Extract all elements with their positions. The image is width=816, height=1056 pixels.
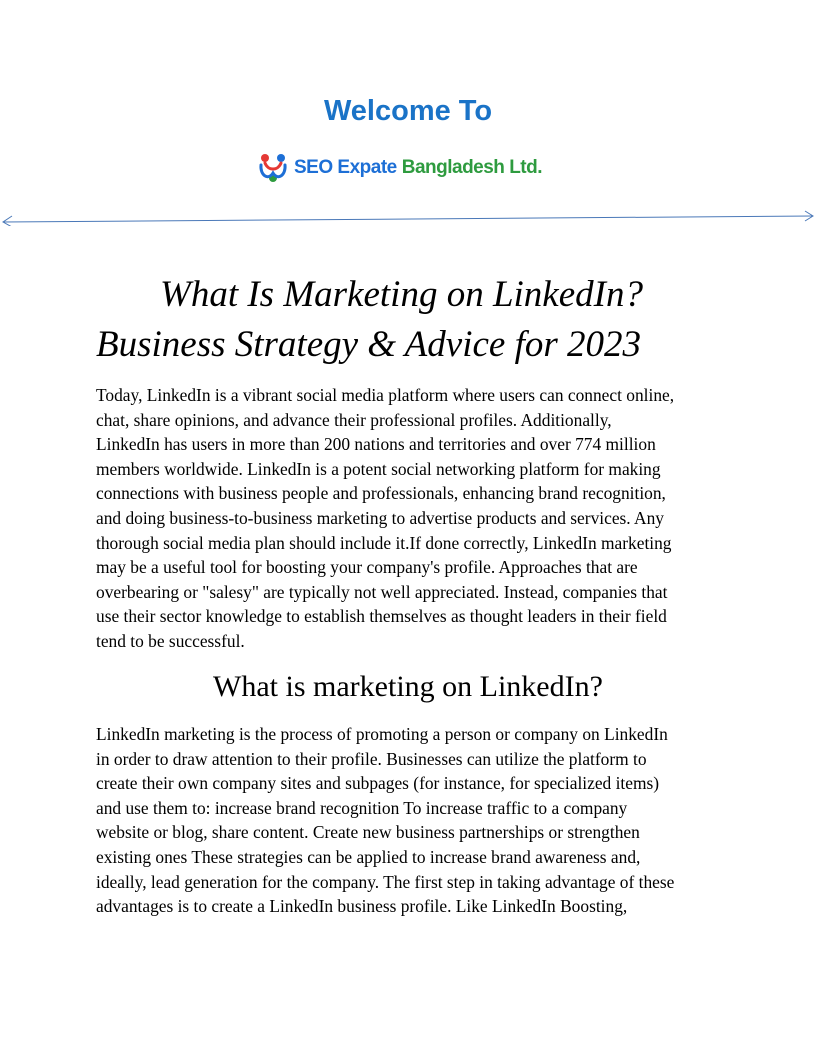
welcome-heading: Welcome To (323, 95, 493, 127)
logo-name-bangladesh: Bangladesh Ltd. (401, 157, 543, 178)
paragraph-line: members worldwide. LinkedIn is a potent social networking platform for making (96, 458, 661, 479)
section-heading: What is marketing on LinkedIn? (213, 670, 603, 703)
paragraph-line: website or blog, share content. Create new business partnerships or strengthen (96, 822, 640, 843)
paragraph-line: overbearing or "salesy" are typically not well appreciated. Instead, companies that (96, 581, 668, 602)
paragraph-line: ideally, lead generation for the company. The first step in taking advantage of these (96, 871, 675, 892)
paragraph-line: thorough social media plan should include it.If done correctly, LinkedIn marketing (96, 532, 672, 553)
article-title-line-1: What Is Marketing on LinkedIn? (160, 274, 643, 315)
paragraph-line: may be a useful tool for boosting your company's profile. Approaches that are (96, 557, 638, 578)
paragraph-line: and use them to: increase brand recognition To increase traffic to a company (96, 797, 628, 818)
paragraph-line: chat, share opinions, and advance their professional profiles. Additionally, (96, 409, 612, 430)
logo-name-seo-expate: SEO Expate (294, 157, 397, 178)
paragraph-line: create their own company sites and subpages (for instance, for specialized items) (96, 773, 660, 794)
section-paragraph (96, 722, 736, 919)
paragraph-line: in order to draw attention to their profile. Businesses can utilize the platform to (96, 748, 647, 769)
paragraph-line: existing ones These strategies can be applied to increase brand awareness and, (96, 846, 641, 867)
paragraph-line: Today, LinkedIn is a vibrant social media platform where users can connect online, (96, 385, 675, 405)
paragraph-line: and doing business-to-business marketing to advertise products and services. Any (96, 507, 664, 528)
horizontal-divider-arrow (0, 206, 816, 226)
article-title-line-2: Business Strategy & Advice for 2023 (96, 324, 641, 365)
paragraph-line: connections with business people and professionals, enhancing brand recognition, (96, 483, 666, 504)
intro-paragraph (96, 383, 736, 654)
people-network-icon (256, 151, 290, 185)
paragraph-line: LinkedIn marketing is the process of promoting a person or company on LinkedIn (96, 724, 668, 744)
paragraph-line: LinkedIn has users in more than 200 nations and territories and over 774 million (96, 434, 656, 455)
company-logo (256, 150, 542, 186)
paragraph-line: use their sector knowledge to establish themselves as thought leaders in their field (96, 606, 667, 627)
article-title (96, 270, 736, 370)
paragraph-line: advantages is to create a LinkedIn business profile. Like LinkedIn Boosting, (96, 896, 628, 917)
paragraph-line: tend to be successful. (96, 630, 245, 651)
